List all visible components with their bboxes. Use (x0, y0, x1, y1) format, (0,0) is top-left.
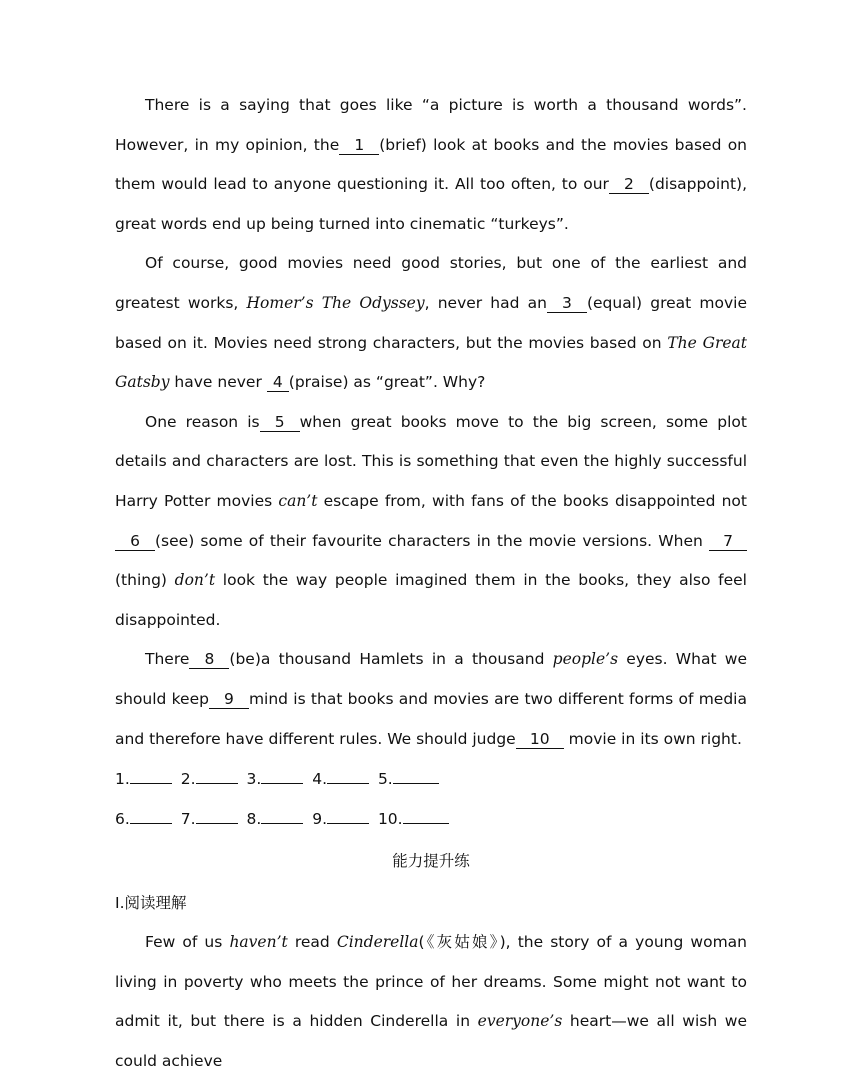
book-title: The Odyssey (321, 293, 425, 312)
text: , never had an (424, 293, 547, 312)
italic-text: haven’t (229, 933, 288, 952)
answer-label: 6. (115, 810, 130, 829)
blank-4: 4 (267, 373, 289, 392)
answer-label: 8. (246, 810, 262, 829)
blank-7: 7 (709, 532, 747, 551)
book-title: Cinderella (336, 933, 419, 952)
blank-5: 5 (260, 413, 300, 432)
blank-6: 6 (115, 532, 155, 551)
section-subtitle: Ⅰ.阅读理解 (115, 894, 187, 913)
answer-blank[interactable] (196, 769, 238, 784)
answer-row-1 (115, 759, 747, 799)
text: Of course, good movies need good stories, but one of the earliest and greatest works, (115, 254, 747, 312)
answer-label: 4. (312, 770, 327, 789)
text: eyes. What we should keep (115, 650, 747, 708)
answer-blank[interactable] (327, 769, 369, 784)
answer-label: 3. (246, 770, 262, 789)
text: when great books move to the big screen, some plot details and characters are lost. This is something that even the highly successful Harry Potter movies (115, 412, 747, 510)
text: (thing) (115, 571, 175, 590)
text: heart—we all wish we could achieve (115, 1012, 748, 1070)
answer-blank[interactable] (393, 769, 439, 784)
text: (brief) look at books and the movies based on them would lead to anyone questioning it. All too often, to our (115, 135, 747, 194)
italic-text: everyone’s (477, 1012, 563, 1031)
italic-text: Homer’s (246, 293, 314, 312)
book-title: The Great Gatsby (115, 333, 748, 392)
text: read (287, 933, 337, 952)
text: One reason is (145, 412, 260, 431)
blank-8: 8 (189, 650, 229, 669)
paragraph-1 (115, 86, 747, 244)
text: There is a saying that goes like “a picture is worth a thousand words”. However, in my opinion, the (115, 96, 747, 154)
text: (praise) as “great”. Why? (288, 373, 486, 392)
blank-10: 10 (516, 730, 564, 749)
blank-1: 1 (339, 136, 379, 155)
answer-blank[interactable] (261, 769, 303, 784)
answer-row-2 (115, 799, 747, 839)
blank-2: 2 (609, 175, 649, 194)
answer-label: 2. (180, 770, 196, 789)
text: (disappoint), great words end up being turned into cinematic “turkeys”. (115, 175, 747, 233)
paragraph-4 (115, 640, 747, 759)
text: (be)a thousand Hamlets in a thousand (229, 650, 553, 669)
answer-label: 9. (312, 810, 327, 829)
italic-text: people’s (552, 650, 619, 669)
text: There (145, 650, 190, 669)
text: (see) some of their favourite characters in the movie versions. When (155, 531, 709, 550)
text: (《灰姑娘》), the story of a young woman living in poverty who meets the prince of her dreams. Some might not want to admit it, but there is a hidden Cinderella in (115, 933, 747, 1031)
answer-blank[interactable] (130, 769, 172, 784)
answer-blank[interactable] (130, 809, 172, 824)
answer-label: 1. (115, 770, 130, 789)
reading-paragraph (115, 923, 747, 1081)
answer-blank[interactable] (403, 809, 449, 824)
italic-text: can’t (278, 491, 318, 510)
blank-3: 3 (547, 294, 587, 313)
document-page (115, 86, 747, 1081)
text: mind is that books and movies are two different forms of media and therefore have different rules. We should judge (115, 689, 747, 748)
text: look the way people imagined them in the books, they also feel disappointed. (115, 571, 747, 629)
answer-label: 7. (180, 810, 196, 829)
paragraph-3 (115, 403, 747, 641)
section-title: 能力提升练 (392, 852, 470, 871)
text: movie in its own right. (563, 729, 742, 748)
text: (equal) great movie based on it. Movies need strong characters, but the movies based on (115, 293, 747, 352)
answer-label: 10. (377, 810, 403, 829)
text: escape from, with fans of the books disappointed not (317, 491, 747, 510)
italic-text: don’t (174, 571, 216, 590)
paragraph-2 (115, 244, 747, 402)
text: have never (169, 373, 267, 392)
blank-9: 9 (209, 690, 249, 709)
answer-label: 5. (377, 770, 393, 789)
text (314, 294, 322, 312)
answer-blank[interactable] (327, 809, 369, 824)
answer-blank[interactable] (196, 809, 238, 824)
answer-blank[interactable] (261, 809, 303, 824)
text: Few of us (145, 933, 230, 952)
